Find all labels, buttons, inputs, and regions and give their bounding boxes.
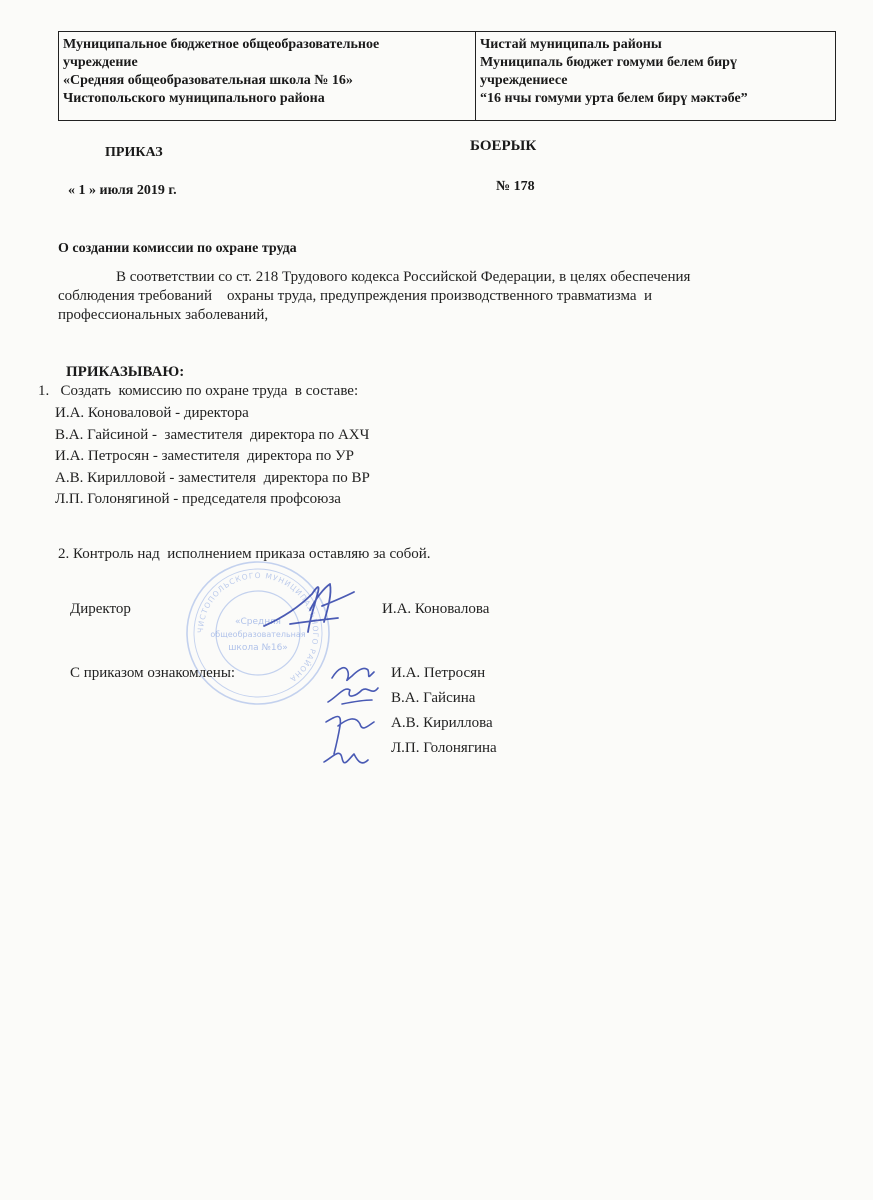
stamp-center-text: «Средняя [235,617,281,627]
letterhead-tt-line: Муниципаль бюджет гомуми белем бирү [480,55,737,70]
preamble-line: профессиональных заболеваний, [58,307,269,323]
letterhead-table [58,31,836,121]
signature-position: Директор [70,601,131,617]
order-item-1: 1. Создать комиссию по охране труда в составе: [38,383,359,399]
letterhead-tt-line: “16 нчы гомуми урта белем бирү мәктәбе” [480,91,748,106]
order-title-tt: БОЕРЫК [470,138,537,154]
preamble [58,268,793,325]
order-subject: О создании комиссии по охране труда [58,241,297,256]
member-line: И.А. Петросян - заместителя директора по УР [55,448,354,464]
preamble-line: В соответствии со ст. 218 Трудового кодекса Российской Федерации, в целях обеспечения [116,269,691,285]
preamble-line: соблюдения требований охраны труда, предупреждения производственного травматизма и [58,288,653,304]
stamp-center-text: общеобразовательная [210,630,306,639]
letterhead-tt-line: Чистай муниципаль районы [480,37,662,52]
acknowledged-names [391,661,497,761]
commission-members [55,403,370,511]
letterhead-ru-line: Муниципальное бюджетное общеобразовательное [63,37,380,52]
member-line: А.В. Кирилловой - заместителя директора по ВР [55,469,370,486]
stamp-ring-text: ЧИСТОПОЛЬСКОГО МУНИЦИПАЛЬНОГО РАЙОНА [195,570,321,685]
acknowledged-name: В.А. Гайсина [391,690,476,706]
member-line: И.А. Коноваловой - директора [55,405,249,421]
order-date: « 1 » июля 2019 г. [68,183,177,198]
letterhead-tatar [476,32,836,121]
acknowledgement-signatures [318,656,390,776]
letterhead-ru-line: Чистопольского муниципального района [63,91,325,106]
order-number: № 178 [496,179,535,194]
member-line: Л.П. Голонягиной - председателя профсоюза [55,491,341,507]
letterhead-tt-line: учреждениесе [480,73,568,88]
letterhead-ru-line: учреждение [63,55,138,70]
acknowledged-name: И.А. Петросян [391,665,486,681]
letterhead-ru-line: «Средняя общеобразовательная школа № 16» [63,73,353,88]
order-word: ПРИКАЗЫВАЮ: [66,364,185,380]
order-item-2: 2. Контроль над исполнением приказа оставляю за собой. [58,546,431,562]
acknowledged-name: Л.П. Голонягина [391,740,497,756]
acknowledged-label: С приказом ознакомлены: [70,665,236,681]
stamp-center-text: школа №16» [228,643,288,653]
member-line: В.А. Гайсиной - заместителя директора по АХЧ [55,426,370,443]
signature-name: И.А. Коновалова [382,601,490,617]
director-signature [260,578,360,640]
acknowledged-name: А.В. Кириллова [391,715,493,731]
letterhead-russian [59,32,476,121]
order-title-ru: ПРИКАЗ [105,145,163,160]
